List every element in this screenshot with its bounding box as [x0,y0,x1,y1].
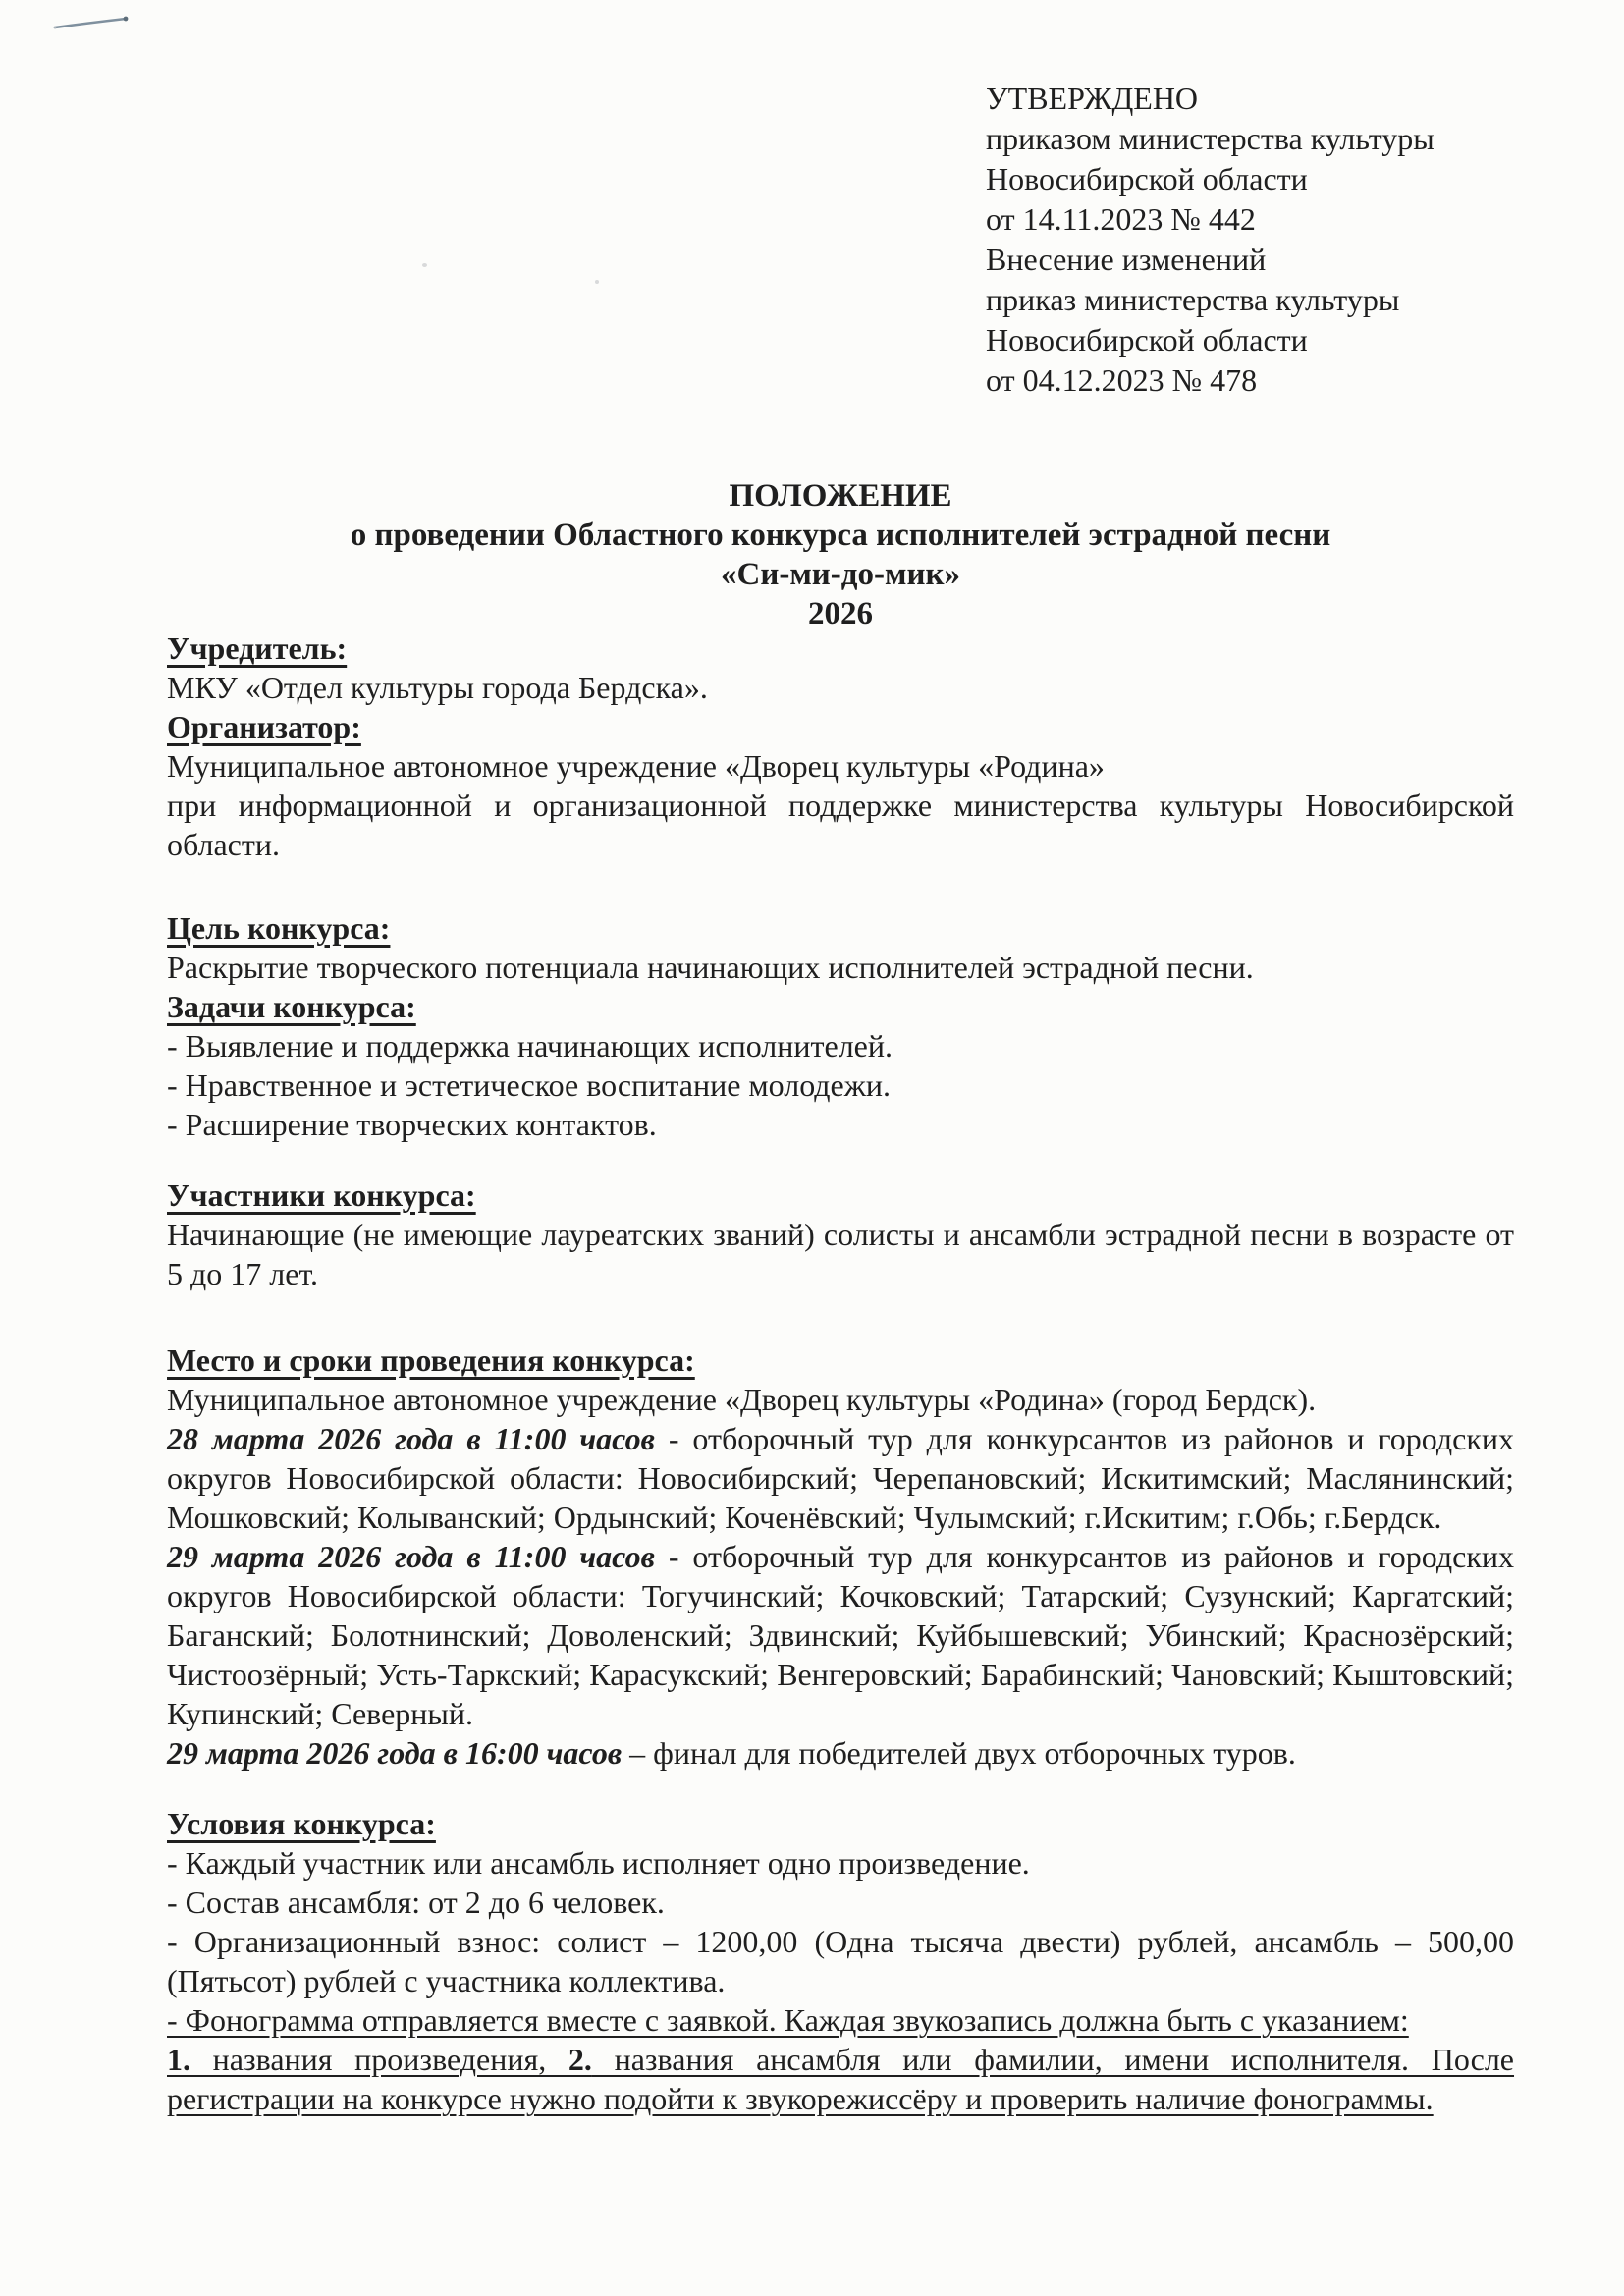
section-goal-tasks [167,908,1514,1144]
phonogram-numbered-note [167,2040,1514,2118]
phonogram-note: - Фонограмма отправляется вместе с заявкой. Каждая звукозапись должна быть с указанием: [167,2002,1409,2038]
venue-intro: Муниципальное автономное учреждение «Дворец культуры «Родина» (город Бердск). [167,1382,1317,1417]
task-item: - Выявление и поддержка начинающих исполнителей. [167,1028,893,1064]
organizer-text-line2: при информационной и организационной поддержке министерства культуры Новосибирской области. [167,788,1514,862]
section-participants [167,1175,1514,1293]
goal-heading: Цель конкурса: [167,910,391,946]
round-paragraph [167,1419,1514,1537]
founder-text: МКУ «Отдел культуры города Бердска». [167,670,708,705]
founder-heading: Учредитель: [167,630,348,666]
round-date: 28 марта 2026 года в 11:00 часов [167,1421,655,1456]
tasks-heading: Задачи конкурса: [167,989,416,1024]
task-item: - Нравственное и эстетическое воспитание молодежи. [167,1067,891,1103]
approval-line: приказом министерства культуры [986,121,1435,156]
document-body [167,629,1514,2118]
round-text: – финал для победителей двух отборочных туров. [622,1735,1296,1771]
round-paragraph [167,1733,1514,1773]
numbered-marker: 2. [568,2042,592,2077]
approval-line: Новосибирской области [986,161,1308,196]
doc-title-line: ПОЛОЖЕНИЕ [729,478,952,514]
numbered-text: названия произведения, [190,2042,568,2077]
round-text: - отборочный тур для конкурсантов из районов и городских округов Новосибирской области: Тогучинский; Кочковский; Татарский; Сузунский; Каргатский; Баганский; Болотнинский; Доволенский; Здвинский; Куйбышевский; Убинский; Краснозёрский; Чистоозёрный; Усть-Таркский; Карасукский; Венгеровский; Барабинский; Чановский; Кыштовский; Купинский; Северный. [167,1539,1515,1731]
approval-line: Новосибирской области [986,322,1308,357]
scan-speck [595,280,599,284]
organizer-text-line1: Муниципальное автономное учреждение «Дворец культуры «Родина» [167,748,1105,784]
section-conditions [167,1804,1514,2118]
round-paragraph [167,1537,1514,1733]
organizer-heading: Организатор: [167,709,361,744]
doc-title-line: «Си-ми-до-мик» [720,557,960,592]
approval-line: от 14.11.2023 № 442 [986,201,1256,237]
condition-item: - Состав ансамбля: от 2 до 6 человек. [167,1885,665,1920]
numbered-marker: 1. [167,2042,190,2077]
numbered-text: названия ансамбля или фамилии, имени исполнителя. После регистрации на конкурсе нужно подойти к звукорежиссёру и проверить наличие фонограммы. [167,2042,1515,2116]
pen-stroke-mark [49,12,137,35]
section-founder-organizer [167,629,1514,864]
round-text: - отборочный тур для конкурсантов из районов и городских округов Новосибирской области: Новосибирский; Черепановский; Искитимский; Маслянинский; Мошковский; Колыванский; Ордынский; Коченёвский; Чулымский; г.Искитим; г.Обь; г.Бердск. [167,1421,1515,1535]
scan-speck [422,263,427,267]
participants-heading: Участники конкурса: [167,1177,476,1213]
participants-text: Начинающие (не имеющие лауреатских званий) солисты и ансамбли эстрадной песни в возрасте от 5 до 17 лет. [167,1217,1514,1291]
condition-item: - Каждый участник или ансамбль исполняет одно произведение. [167,1845,1030,1881]
round-date: 29 марта 2026 года в 16:00 часов [167,1735,623,1771]
approval-line: УТВЕРЖДЕНО [986,81,1199,116]
title-block [167,476,1514,633]
round-date: 29 марта 2026 года в 11:00 часов [167,1539,655,1574]
venue-heading: Место и сроки проведения конкурса: [167,1342,695,1378]
doc-title-line: 2026 [808,596,873,631]
approval-line: Внесение изменений [986,242,1267,277]
section-venue-dates [167,1340,1514,1773]
condition-item: - Организационный взнос: солист – 1200,00 (Одна тысяча двести) рублей, ансамбль – 500,00 (Пятьсот) рублей с участника коллектива. [167,1924,1514,1998]
goal-text: Раскрытие творческого потенциала начинающих исполнителей эстрадной песни. [167,950,1254,985]
approval-block [986,79,1536,401]
approval-line: от 04.12.2023 № 478 [986,362,1258,398]
task-item: - Расширение творческих контактов. [167,1107,657,1142]
conditions-heading: Условия конкурса: [167,1806,436,1841]
approval-line: приказ министерства культуры [986,282,1400,317]
doc-title-line: о проведении Областного конкурса исполнителей эстрадной песни [350,518,1331,553]
